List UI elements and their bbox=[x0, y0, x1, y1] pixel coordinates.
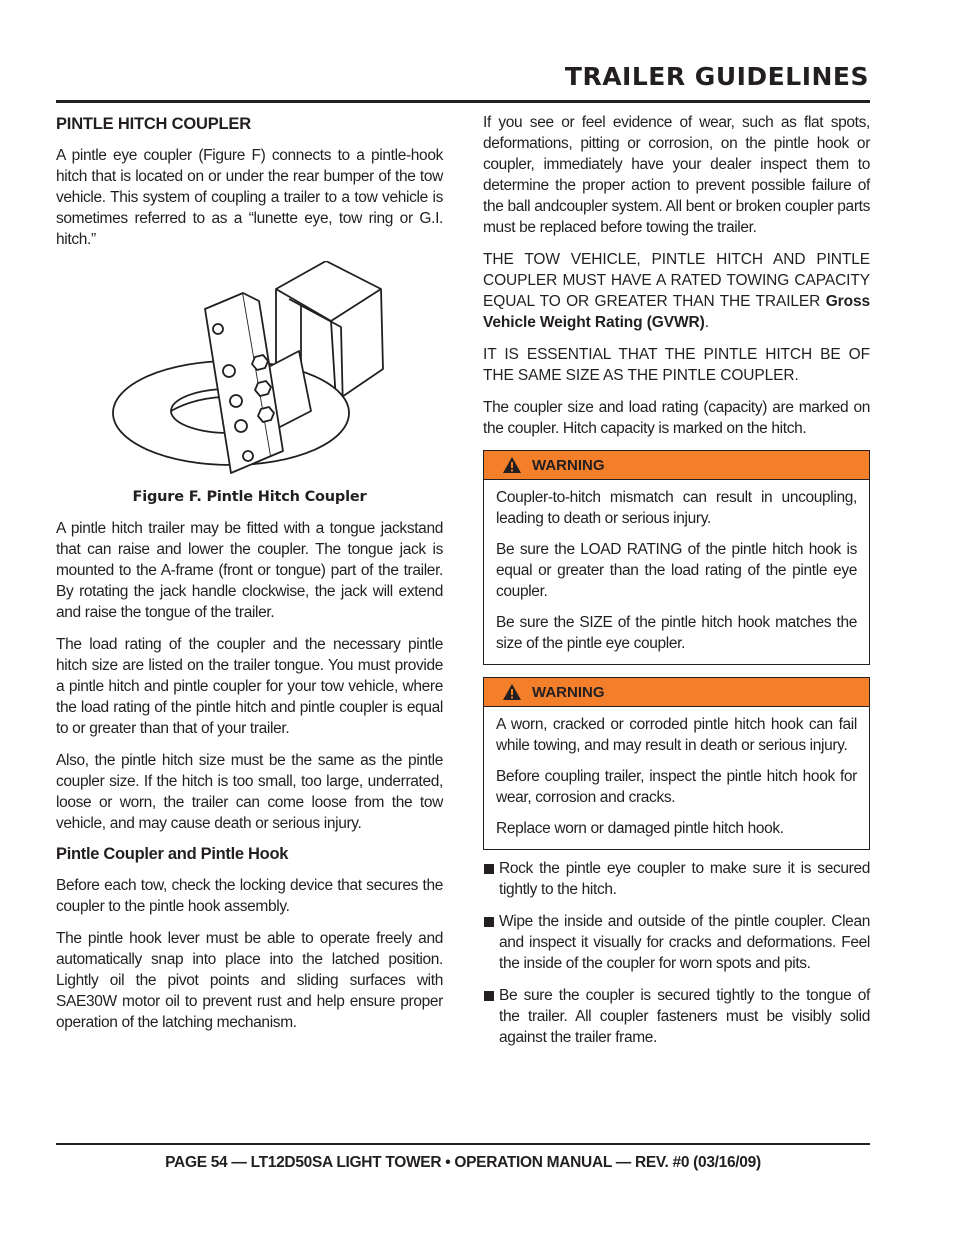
figure-caption: Figure F. Pintle Hitch Coupler bbox=[132, 489, 367, 505]
warning-box bbox=[483, 450, 870, 665]
warning-text: Be sure the LOAD RATING of the pintle hitch hook is equal or greater than the load rating of the pintle eye coupler. bbox=[496, 541, 857, 600]
warning-body bbox=[484, 707, 869, 839]
right-column bbox=[483, 112, 870, 1059]
bullet-square-icon bbox=[484, 991, 494, 1001]
list-item-text: Wipe the inside and outside of the pintle coupler. Clean and inspect it visually for cracks and deformations. Feel the inside of the coupler for worn spots and pits. bbox=[499, 913, 870, 972]
warning-label: WARNING bbox=[532, 456, 605, 474]
bullet-square-icon bbox=[484, 864, 494, 874]
paragraph: Also, the pintle hitch size must be the same as the pintle coupler size. If the hitch is too small, too large, underrated, loose or worn, the trailer can come loose from the tow vehicle, and may cause death or serious injury. bbox=[56, 752, 443, 832]
bullet-list bbox=[483, 858, 870, 1048]
bullet-square-icon bbox=[484, 917, 494, 927]
warning-body bbox=[484, 480, 869, 654]
warning-text: Coupler-to-hitch mismatch can result in uncoupling, leading to death or serious injury. bbox=[496, 489, 857, 527]
warning-header bbox=[484, 451, 869, 480]
page-title: TRAILER GUIDELINES bbox=[564, 62, 869, 91]
paragraph: The load rating of the coupler and the necessary pintle hitch size are listed on the trailer tongue. You must provide a pintle hitch and pintle coupler for your tow vehicle, where the load rating of the pintle hitch and pintle coupler is equal to or greater than that of your trailer. bbox=[56, 636, 443, 737]
paragraph bbox=[483, 249, 870, 333]
warning-box bbox=[483, 677, 870, 850]
warning-text: Be sure the SIZE of the pintle hitch hook matches the size of the pintle eye coupler. bbox=[496, 614, 857, 652]
paragraph: The coupler size and load rating (capacity) are marked on the coupler. Hitch capacity is marked on the hitch. bbox=[483, 399, 870, 437]
paragraph: Before each tow, check the locking device that secures the coupler to the pintle hook assembly. bbox=[56, 877, 443, 915]
list-item bbox=[483, 985, 870, 1048]
paragraph-end: . bbox=[704, 314, 709, 331]
warning-text: Before coupling trailer, inspect the pintle hitch hook for wear, corrosion and cracks. bbox=[496, 768, 857, 806]
paragraph: A pintle eye coupler (Figure F) connects to a pintle-hook hitch that is located on or under the rear bumper of the tow vehicle. This system of coupling a trailer to a tow vehicle is sometimes referred to as a “lunette eye, tow ring or G.I. hitch.” bbox=[56, 147, 443, 248]
list-item-text: Rock the pintle eye coupler to make sure it is secured tightly to the hitch. bbox=[499, 860, 870, 898]
list-item-text: Be sure the coupler is secured tightly to the tongue of the trailer. All coupler fasteners must be visibly solid against the trailer frame. bbox=[499, 987, 870, 1046]
warning-text: A worn, cracked or corroded pintle hitch hook can fail while towing, and may result in death or serious injury. bbox=[496, 716, 857, 754]
pintle-coupler-illustration bbox=[111, 261, 391, 486]
header-rule bbox=[56, 100, 870, 103]
warning-label: WARNING bbox=[532, 683, 605, 701]
paragraph: A pintle hitch trailer may be fitted with a tongue jackstand that can raise and lower the coupler. The tongue jack is mounted to the A-frame (front or tongue) part of the trailer. By rotating the jack handle clockwise, the jack will extend and raise the tongue of the trailer. bbox=[56, 520, 443, 621]
footer-rule bbox=[56, 1143, 870, 1145]
paragraph: IT IS ESSENTIAL THAT THE PINTLE HITCH BE OF THE SAME SIZE AS THE PINTLE COUPLER. bbox=[483, 346, 870, 384]
warning-header bbox=[484, 678, 869, 707]
section-heading-pintle-coupler-and-hook: Pintle Coupler and Pintle Hook bbox=[56, 845, 289, 863]
pintle-hitch-coupler-figure bbox=[56, 261, 443, 489]
warning-triangle-icon bbox=[502, 683, 522, 701]
page-footer: PAGE 54 — LT12D50SA LIGHT TOWER • OPERATION MANUAL — REV. #0 (03/16/09) bbox=[165, 1154, 761, 1171]
list-item bbox=[483, 911, 870, 974]
left-column bbox=[56, 112, 443, 1044]
list-item bbox=[483, 858, 870, 900]
paragraph: If you see or feel evidence of wear, such as flat spots, deformations, pitting or corrosion, on the pintle hook or coupler, immediately have your dealer inspect them to determine the proper action to prevent possible failure of the ball andcoupler system. All bent or broken coupler parts must be replaced before towing the trailer. bbox=[483, 114, 870, 236]
warning-text: Replace worn or damaged pintle hitch hook. bbox=[496, 820, 784, 837]
paragraph: The pintle hook lever must be able to operate freely and automatically snap into place into the latched position. Lightly oil the pivot points and sliding surfaces with SAE30W motor oil to prevent rust and help ensure proper operation of the latching mechanism. bbox=[56, 930, 443, 1031]
paragraph-text: THE TOW VEHICLE, PINTLE HITCH AND PINTLE COUPLER MUST HAVE A RATED TOWING CAPACITY EQUAL TO OR GREATER THAN THE TRAILER bbox=[483, 251, 870, 310]
warning-triangle-icon bbox=[502, 456, 522, 474]
section-heading-pintle-hitch-coupler: PINTLE HITCH COUPLER bbox=[56, 115, 251, 133]
gvwr-bold-text: Gross Vehicle Weight Rating (GVWR) bbox=[483, 293, 870, 331]
